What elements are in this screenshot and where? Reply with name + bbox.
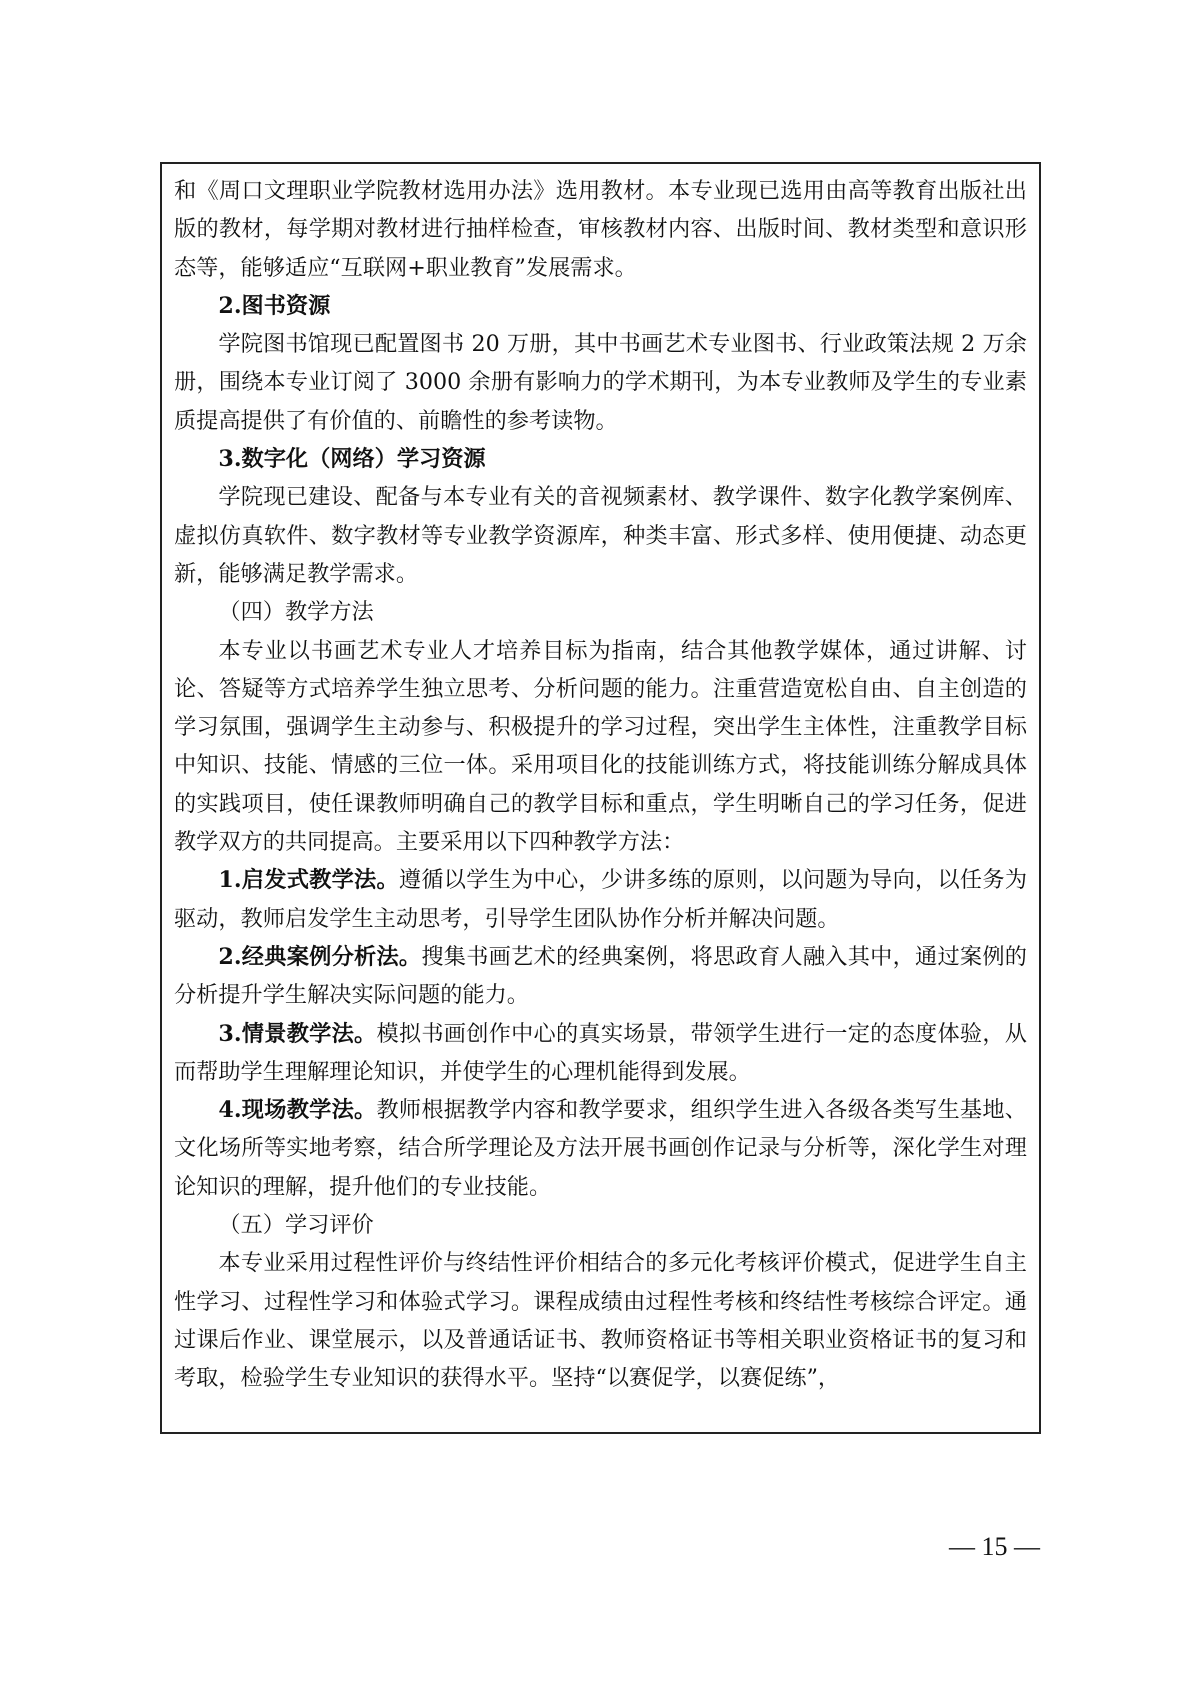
paragraph-continued: 和《周口文理职业学院教材选用办法》选用教材。本专业现已选用由高等教育出版社出版的教材，每学期对教材进行抽样检查，审核教材内容、出版时间、教材类型和意识形态等，能够适应“互联网+职业教育”发展需求。	[174, 178, 1027, 281]
heading-digital-resources: 3.数字化（网络）学习资源	[218, 446, 486, 473]
page-number: — 15 —	[949, 1532, 1040, 1561]
paragraph-digital: 学院现已建设、配备与本专业有关的音视频素材、教学课件、数字化教学案例库、虚拟仿真软件、数字教材等专业教学资源库，种类丰富、形式多样、使用便捷、动态更新，能够满足教学需求。	[174, 484, 1027, 587]
subheading-learning-evaluation: （五）学习评价	[218, 1212, 374, 1239]
paragraph-method-1: 1.启发式教学法。遵循以学生为中心，少讲多练的原则，以问题为导向，以任务为驱动，教师启发学生主动思考，引导学生团队协作分析并解决问题。	[174, 867, 1028, 932]
paragraph-method-3: 3.情景教学法。模拟书画创作中心的真实场景，带领学生进行一定的态度体验，从而帮助学生理解理论知识，并使学生的心理机能得到发展。	[174, 1020, 1027, 1085]
heading-library-resources: 2.图书资源	[218, 292, 331, 319]
content-frame	[160, 162, 1041, 1434]
paragraph-method-4: 4.现场教学法。教师根据教学内容和教学要求，组织学生进入各级各类写生基地、文化场所等实地考察，结合所学理论及方法开展书画创作记录与分析等，深化学生对理论知识的理解，提升他们的专业技能。	[174, 1097, 1027, 1200]
paragraph-teaching-methods: 本专业以书画艺术专业人才培养目标为指南，结合其他教学媒体，通过讲解、讨论、答疑等方式培养学生独立思考、分析问题的能力。注重营造宽松自由、自主创造的学习氛围，强调学生主动参与、积极提升的学习过程，突出学生主体性，注重教学目标中知识、技能、情感的三位一体。采用项目化的技能训练方式，将技能训练分解成具体的实践项目，使任课教师明确自己的教学目标和重点，学生明晰自己的学习任务，促进教学双方的共同提高。主要采用以下四种教学方法：	[174, 637, 1027, 856]
paragraph-library: 学院图书馆现已配置图书 20 万册，其中书画艺术专业图书、行业政策法规 2 万余册，围绕本专业订阅了 3000 余册有影响力的学术期刊，为本专业教师及学生的专业素质提高提供了有价值的、前瞻性的参考读物。	[174, 331, 1027, 434]
paragraph-method-2: 2.经典案例分析法。搜集书画艺术的经典案例，将思政育人融入其中，通过案例的分析提升学生解决实际问题的能力。	[174, 943, 1027, 1009]
subheading-teaching-methods: （四）教学方法	[218, 599, 374, 626]
paragraph-evaluation: 本专业采用过程性评价与终结性评价相结合的多元化考核评价模式，促进学生自主性学习、过程性学习和体验式学习。课程成绩由过程性考核和终结性考核综合评定。通过课后作业、课堂展示，以及普通话证书、教师资格证书等相关职业资格证书的复习和考取，检验学生专业知识的获得水平。坚持“以赛促学，以赛促练”，	[174, 1250, 1027, 1392]
document-body	[174, 172, 1027, 1398]
